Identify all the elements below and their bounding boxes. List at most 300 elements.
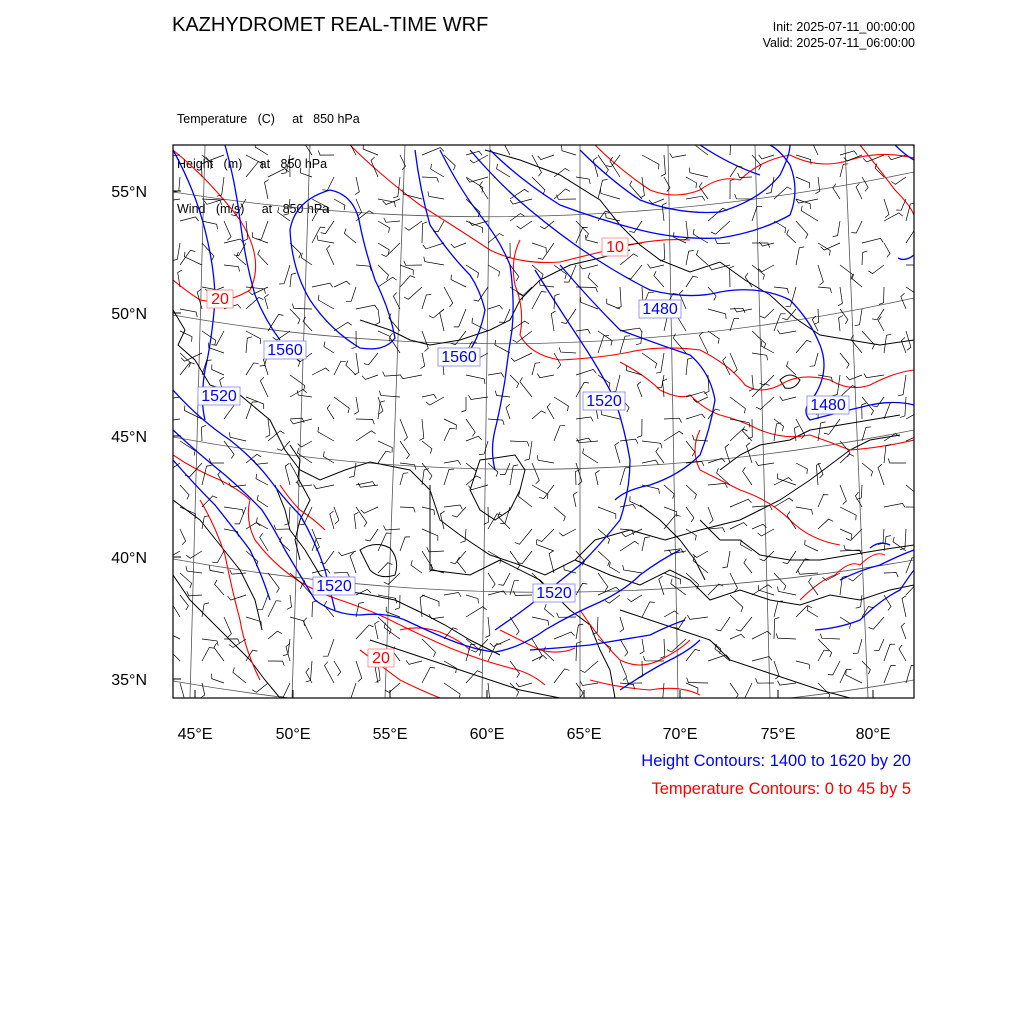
wind-barb (833, 221, 840, 237)
wind-barb (185, 252, 203, 265)
wind-barb (730, 179, 735, 199)
wind-barb (730, 634, 745, 639)
wind-barb (846, 529, 862, 540)
wind-barb (480, 181, 488, 199)
wind-barb (212, 331, 225, 345)
wind-barb (783, 551, 796, 564)
wind-barb (378, 451, 391, 463)
wind-barb (620, 336, 630, 353)
wind-barb (268, 631, 282, 639)
wind-barb (561, 309, 576, 324)
wind-barb (224, 265, 240, 272)
wind-barb (774, 661, 779, 679)
wind-barb (878, 317, 884, 331)
wind-barb (752, 524, 767, 529)
wind-barb (312, 283, 333, 287)
wind-barb (600, 189, 620, 200)
wind-barb (224, 507, 244, 515)
wind-barb (356, 419, 374, 424)
wind-barb (422, 177, 439, 182)
wind-barb (810, 353, 818, 366)
wind-barb (202, 465, 212, 485)
wind-barb (201, 683, 205, 698)
lat-tick-label: 40°N (111, 550, 147, 567)
wind-barb (717, 468, 730, 485)
wind-barb (576, 470, 581, 485)
wind-barb (488, 551, 501, 564)
wind-barb (901, 337, 906, 353)
wind-barb (323, 451, 334, 463)
wind-barb (818, 495, 829, 507)
wind-barb (466, 199, 480, 217)
wind-barb (355, 177, 359, 195)
wind-barb (642, 441, 662, 448)
wind-barb (513, 591, 532, 596)
wind-barb (457, 557, 466, 573)
wind-barb (642, 537, 650, 551)
wind-barb (265, 294, 269, 309)
wind-barb (853, 639, 862, 654)
wind-barb (404, 261, 422, 266)
wind-barb (656, 353, 664, 373)
wind-barb (405, 221, 422, 230)
wind-barb (812, 316, 818, 331)
wind-barb (642, 155, 659, 169)
wind-barb (378, 563, 392, 573)
wind-barb (254, 460, 268, 464)
lon-tick-label: 65°E (566, 726, 602, 743)
wind-barb (180, 362, 195, 375)
wind-barb (686, 507, 694, 522)
wind-barb (818, 519, 833, 529)
wind-barb (287, 595, 291, 609)
wind-barb (511, 353, 532, 361)
wind-barb (686, 529, 696, 540)
wind-barb (777, 330, 796, 334)
wind-barb (620, 617, 624, 632)
wind-barb (375, 309, 379, 325)
wind-barb (708, 331, 719, 344)
wind-barb (346, 287, 356, 302)
wind-barb (786, 361, 796, 375)
wind-barb (422, 595, 439, 607)
wind-barb (906, 434, 926, 441)
wind-barb (796, 155, 811, 165)
height-label (639, 300, 681, 318)
wind-barb (318, 295, 334, 309)
wind-barb (640, 177, 644, 198)
wind-barb (642, 460, 658, 464)
wind-barb (629, 221, 642, 233)
wind-barb (422, 639, 436, 657)
wind-barb (406, 660, 422, 664)
wind-barb (752, 331, 766, 348)
wind-barb (554, 189, 570, 199)
wind-barb (162, 197, 180, 201)
wind-barb (285, 463, 290, 485)
height-label (438, 348, 480, 366)
wind-barb (440, 310, 444, 331)
wind-barb (180, 217, 199, 221)
height-label-text: 1520 (316, 578, 352, 595)
wind-barb (246, 402, 257, 419)
wind-barb (539, 280, 554, 287)
wind-barb (725, 444, 730, 463)
wind-barb (429, 309, 444, 318)
wind-barb (884, 243, 890, 257)
height-contour-legend: Height Contours: 1400 to 1620 by 20 (641, 752, 911, 770)
wind-barb (623, 565, 642, 573)
wind-barb (444, 683, 460, 699)
wind-barb (884, 573, 898, 578)
wind-barb (545, 604, 555, 617)
wind-barb (820, 634, 840, 639)
wind-barb (171, 597, 181, 617)
wind-barb (400, 507, 415, 512)
wind-barb (848, 573, 862, 581)
wind-barb (384, 573, 400, 584)
wind-barb (745, 273, 752, 287)
wind-barb (874, 639, 884, 650)
wind-barb (246, 363, 259, 375)
wind-barb (598, 573, 608, 591)
wind-barb (503, 139, 510, 155)
wind-barb (180, 595, 188, 610)
wind-barb (229, 432, 246, 441)
wind-barb (233, 668, 246, 684)
wind-barb (400, 419, 407, 441)
wind-barb (537, 540, 554, 551)
wind-barb (776, 633, 796, 639)
wind-barb (212, 674, 224, 683)
wind-barb (334, 397, 349, 413)
wind-barb (365, 529, 378, 541)
wind-barb (318, 151, 334, 156)
wind-barb (422, 507, 435, 515)
wind-barb (277, 441, 290, 451)
wind-barb (716, 617, 730, 631)
wind-barb (809, 578, 818, 595)
wind-barb (708, 483, 727, 488)
height-label (313, 577, 355, 595)
wind-barb (576, 417, 593, 421)
wind-barb (648, 264, 665, 268)
wind-barb (642, 353, 657, 368)
wind-barb (327, 245, 334, 265)
map-title: KAZHYDROMET REAL-TIME WRF (172, 14, 489, 36)
wind-barb (573, 492, 577, 507)
temperature-label (368, 649, 394, 667)
contour-labels (198, 238, 849, 667)
wind-barb (268, 573, 279, 593)
wind-barb (688, 615, 709, 619)
wind-barb (334, 322, 352, 331)
height-label-text: 1520 (201, 388, 237, 405)
wind-barb (840, 529, 851, 539)
wind-barb (187, 591, 202, 596)
wind-barb (327, 404, 334, 419)
wind-barb (598, 507, 616, 519)
wind-barb (901, 293, 906, 309)
wind-barb (517, 551, 532, 564)
wind-barb (257, 518, 269, 529)
wind-barb (576, 228, 588, 244)
wind-barb (869, 617, 884, 629)
wind-barb (378, 243, 389, 255)
wind-barb (466, 436, 482, 441)
wind-barb (662, 203, 667, 221)
wind-barb (256, 221, 268, 239)
wind-barb (428, 191, 444, 199)
wind-barb (576, 329, 590, 333)
wind-barb (537, 529, 554, 542)
wind-barb (268, 314, 284, 331)
wind-barb (186, 566, 202, 573)
height-label (583, 392, 625, 410)
wind-barb (346, 361, 356, 375)
lon-tick-label: 50°E (275, 726, 311, 743)
wind-barb (840, 164, 848, 177)
wind-barb (605, 595, 620, 603)
wind-barb (378, 401, 385, 419)
wind-barb (224, 221, 231, 240)
wind-barb (693, 229, 708, 243)
wind-barb (796, 247, 804, 265)
wind-barb (209, 343, 224, 353)
wind-barb (506, 404, 510, 419)
wind-barb (466, 595, 478, 604)
wind-barb (393, 177, 400, 198)
wind-barb (257, 495, 268, 507)
wind-barb (356, 305, 378, 309)
wind-barb (601, 410, 620, 419)
wind-barb (497, 164, 510, 177)
wind-barb (576, 642, 582, 661)
wind-barb (818, 287, 832, 293)
wind-barb (318, 427, 334, 441)
wind-barb (686, 177, 697, 188)
wind-barb (352, 331, 357, 349)
wind-barb (426, 397, 444, 405)
wind-barb (290, 617, 304, 626)
wind-barb (510, 441, 529, 447)
wind-barb (902, 596, 906, 617)
wind-barb (354, 512, 358, 529)
wind-barb (872, 309, 884, 320)
wind-barb (756, 397, 774, 409)
wind-barb (891, 177, 906, 184)
wind-barb (855, 492, 862, 507)
wind-barb (314, 485, 335, 489)
wind-barb (228, 595, 246, 600)
wind-barb (252, 232, 268, 243)
wind-barb (515, 529, 532, 544)
wind-barb (598, 336, 609, 353)
wind-barb (422, 394, 437, 398)
wind-barb (382, 243, 401, 257)
wind-barb (664, 573, 681, 584)
wind-barb (888, 155, 906, 160)
wind-barb (730, 397, 746, 413)
wind-barb (730, 429, 747, 441)
wind-barb (671, 579, 686, 595)
wind-barb (265, 180, 269, 200)
wind-barb (361, 507, 378, 513)
wind-barb (298, 441, 312, 447)
height-label (533, 584, 575, 602)
wind-barb (739, 683, 752, 700)
wind-barb (663, 379, 668, 397)
wind-barb (549, 551, 554, 573)
wind-barb (664, 549, 683, 553)
wind-barb (752, 353, 768, 360)
wind-barb (161, 551, 180, 560)
wind-barb (796, 199, 810, 209)
wind-barb (363, 144, 378, 155)
wind-barb (798, 570, 818, 575)
wind-barb (532, 617, 549, 625)
wind-barb (268, 661, 284, 666)
wind-barb (686, 392, 707, 397)
wind-barb (350, 553, 356, 574)
wind-barb (832, 375, 840, 396)
wind-barb (782, 309, 796, 320)
wind-barb (759, 155, 774, 159)
wind-barb (746, 443, 752, 463)
wind-barb (818, 243, 830, 256)
wind-barb (840, 485, 846, 504)
wind-barb (158, 395, 180, 399)
wind-barb (466, 419, 475, 436)
wind-barb (185, 463, 202, 477)
wind-barb (224, 441, 234, 459)
wind-barb (796, 221, 808, 239)
wind-barb (180, 507, 195, 519)
wind-barb (356, 661, 362, 682)
wind-barb (312, 209, 323, 221)
wind-barb (730, 595, 743, 612)
wind-barb (214, 643, 224, 661)
wind-barb (290, 158, 295, 177)
wind-barb (748, 419, 753, 439)
wind-barb (730, 573, 738, 592)
wind-barb (758, 265, 774, 272)
wind-barb (610, 562, 621, 573)
wind-barb (756, 461, 774, 465)
wind-barb (532, 485, 548, 499)
wind-barb (846, 670, 862, 683)
wind-barb (356, 625, 374, 639)
wind-barb (180, 309, 197, 317)
wind-barb (893, 537, 906, 551)
wind-barb (900, 397, 906, 417)
wind-barb (375, 621, 379, 639)
wind-barb (246, 337, 252, 353)
wind-barb (378, 595, 397, 603)
wind-barb (687, 678, 708, 683)
wind-barb (844, 155, 862, 161)
wind-barb (349, 463, 356, 477)
wind-barb (423, 243, 444, 249)
wind-barb (466, 221, 483, 233)
wind-barb (451, 331, 466, 345)
wind-barb (576, 369, 596, 375)
wind-barb (551, 311, 555, 331)
wind-barb (371, 157, 378, 177)
wind-barb (796, 177, 810, 188)
height-label (807, 396, 849, 414)
wind-barb (334, 507, 339, 524)
height-label-text: 1480 (810, 397, 846, 414)
wind-barb (510, 465, 518, 485)
field-wind: Wind (m/s) at 850 hPa (177, 202, 330, 216)
wind-barb (229, 639, 246, 648)
wind-barb (364, 353, 378, 365)
wind-barb (255, 142, 268, 155)
wind-barb (500, 463, 510, 475)
wind-barb (201, 425, 206, 441)
wind-barb (796, 661, 810, 669)
lon-tick-label: 75°E (760, 726, 796, 743)
wind-barb (292, 304, 312, 309)
wind-barb (488, 305, 503, 309)
temperature-label-text: 10 (606, 239, 624, 256)
wind-barb (637, 419, 642, 438)
wind-barb (451, 243, 466, 248)
wind-barb (224, 239, 243, 243)
wind-barb (260, 377, 268, 397)
wind-barb (330, 511, 334, 529)
wind-barb (378, 533, 391, 551)
wind-barb (840, 353, 849, 369)
wind-barb (444, 461, 461, 465)
wind-barb (708, 309, 726, 319)
wind-barb (805, 540, 818, 551)
wind-barb (209, 458, 224, 463)
wind-barb (576, 463, 582, 485)
wind-barb (237, 252, 246, 265)
wind-barb (856, 595, 862, 608)
wind-barb (180, 529, 186, 545)
wind-barb (532, 177, 545, 195)
wind-barb (317, 235, 334, 243)
wind-barb (539, 485, 554, 499)
wind-barb (862, 331, 874, 349)
wind-barb (384, 526, 401, 531)
wind-barb (538, 155, 554, 160)
wind-barb (581, 297, 598, 309)
wind-barb (356, 265, 371, 271)
wind-barb (730, 683, 738, 699)
wind-barb (660, 243, 665, 261)
wind-barb (906, 507, 926, 512)
wind-barb (774, 478, 792, 485)
wind-barb (559, 347, 576, 353)
wind-barb (693, 551, 708, 557)
wind-barb (617, 287, 622, 309)
wind-barb (758, 585, 774, 595)
wind-barb (807, 605, 818, 617)
wind-barb (246, 162, 263, 177)
wind-barb (840, 669, 851, 683)
wind-barb (598, 180, 607, 200)
wind-barb (840, 617, 851, 629)
wind-barb (743, 426, 753, 441)
wind-barb (454, 309, 466, 327)
wind-barb (510, 214, 525, 222)
wind-barb (513, 331, 532, 343)
wind-barb (400, 441, 409, 459)
